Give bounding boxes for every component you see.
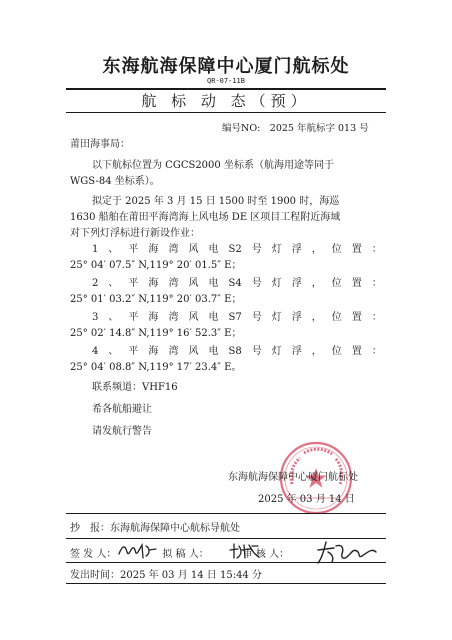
footer-rule-3 <box>66 562 386 563</box>
closing-line-1: 希各航船避让 <box>92 404 152 415</box>
buoy-item-3-token: 浮 <box>291 312 302 323</box>
buoy-item-2-token: 位 <box>331 278 342 289</box>
buoy-item-4-token: 海 <box>148 346 159 357</box>
drafter-label: 拟 稿 人： <box>162 549 209 560</box>
buoy-item-4-token: 、 <box>108 346 119 357</box>
buoy-item-3-token: 、 <box>108 312 119 323</box>
buoy-item-1-token: 灯 <box>271 244 282 255</box>
buoy-item-4-token: ， <box>311 346 322 357</box>
buoy-item-3-token: 湾 <box>168 312 179 323</box>
buoy-item-2-token: ： <box>371 278 382 289</box>
radio-channel: 联系频道：VHF16 <box>92 382 178 393</box>
issuer-signature <box>116 540 160 562</box>
buoy-item-3-token: 风 <box>188 312 199 323</box>
paragraph-2-line-1: 拟定于 2025 年 3 月 15 日 1500 时至 1900 时，海巡 <box>92 196 340 207</box>
buoy-item-4-token: 置 <box>351 346 362 357</box>
buoy-item-1-token: 海 <box>148 244 159 255</box>
buoy-item-3-token: 平 <box>128 312 139 323</box>
buoy-item-3-token: 海 <box>148 312 159 323</box>
buoy-item-4-token: 灯 <box>271 346 282 357</box>
buoy-item-1-token: 置 <box>351 244 362 255</box>
issue-time: 发出时间：2025 年 03 月 14 日 15:44 分 <box>70 570 262 581</box>
cc-recipients: 抄 报：东海航海保障中心航标导航处 <box>70 523 240 534</box>
buoy-item-4-token: ： <box>371 346 382 357</box>
buoy-item-4-token: S8 <box>228 346 242 357</box>
buoy-item-2-token: 浮 <box>291 278 302 289</box>
buoy-item-1-token: 湾 <box>168 244 179 255</box>
buoy-item-4-token: 平 <box>128 346 139 357</box>
buoy-item-1-token: S2 <box>228 244 242 255</box>
buoy-item-1-token: 号 <box>251 244 262 255</box>
buoy-item-1-coords: 25° 04′ 07.5″ N,119° 20′ 01.5″ E； <box>70 260 242 271</box>
buoy-item-2-token: 号 <box>251 278 262 289</box>
buoy-item-3-token: S7 <box>228 312 242 323</box>
org-title: 东海航海保障中心厦门航标处 <box>102 56 350 77</box>
paragraph-2-line-2: 1630 船舶在莆田平海湾海上风电场 DE 区项目工程附近海域 <box>70 212 341 223</box>
reviewer-label: 审 核 人： <box>242 549 290 560</box>
buoy-item-1-token: 、 <box>108 244 119 255</box>
buoy-item-2-coords: 25° 01′ 03.2″ N,119° 20′ 03.7″ E； <box>70 294 242 305</box>
buoy-item-3 <box>92 310 382 326</box>
buoy-item-1-token: 1 <box>92 244 99 255</box>
buoy-item-2-token: 、 <box>108 278 119 289</box>
buoy-item-2-token: ， <box>311 278 322 289</box>
doc-type-title: 航 标 动 态（预） <box>141 92 311 110</box>
buoy-item-2 <box>92 276 382 292</box>
signing-date: 2025 年 03 月 14 日 <box>258 494 355 505</box>
paragraph-2-line-3: 对下列灯浮标进行新设作业： <box>70 228 200 239</box>
drafter-signature <box>228 540 262 562</box>
buoy-item-3-token: 电 <box>208 312 219 323</box>
buoy-item-1-token: 浮 <box>291 244 302 255</box>
buoy-item-4-token: 湾 <box>168 346 179 357</box>
footer-rule-1 <box>66 513 386 514</box>
buoy-item-3-token: 号 <box>251 312 262 323</box>
closing-line-2: 请发航行警告 <box>92 426 152 437</box>
issuer-label: 签 发 人： <box>70 549 117 560</box>
buoy-item-4-token: 电 <box>208 346 219 357</box>
buoy-item-2-token: 灯 <box>271 278 282 289</box>
buoy-item-2-token: S4 <box>228 278 242 289</box>
buoy-item-1-token: 平 <box>128 244 139 255</box>
buoy-item-3-coords: 25° 02′ 14.8″ N,119° 16′ 52.3″ E； <box>70 328 242 339</box>
buoy-item-1-token: 位 <box>331 244 342 255</box>
buoy-item-2-token: 2 <box>92 278 99 289</box>
buoy-item-3-token: 灯 <box>271 312 282 323</box>
buoy-item-3-token: ， <box>311 312 322 323</box>
greeting: 莆田海事局： <box>70 139 130 150</box>
buoy-item-2-token: 平 <box>128 278 139 289</box>
buoy-item-4-token: 位 <box>331 346 342 357</box>
buoy-item-1-token: ： <box>371 244 382 255</box>
buoy-item-4-token: 号 <box>251 346 262 357</box>
buoy-item-4-token: 浮 <box>291 346 302 357</box>
paragraph-1-line-2: WGS-84 坐标系）。 <box>70 176 160 187</box>
buoy-item-2-token: 湾 <box>168 278 179 289</box>
paragraph-1-line-1: 以下航标位置为 CGCS2000 坐标系（航海用途等同于 <box>92 160 334 171</box>
doc-code: QR-07-11B <box>207 77 245 85</box>
buoy-item-1-token: 电 <box>208 244 219 255</box>
buoy-item-3-token: 位 <box>331 312 342 323</box>
buoy-item-3-token: 置 <box>351 312 362 323</box>
doc-number: 编号NO: 2025 年航标字 013 号 <box>222 123 369 134</box>
footer-rule-4 <box>66 583 386 584</box>
buoy-item-4-token: 风 <box>188 346 199 357</box>
buoy-item-4-coords: 25° 04′ 08.8″ N,119° 17′ 23.4″ E。 <box>70 362 242 373</box>
buoy-item-2-token: 风 <box>188 278 199 289</box>
buoy-item-4-token: 4 <box>92 346 99 357</box>
buoy-item-2-token: 海 <box>148 278 159 289</box>
signing-organization: 东海航海保障中心厦门航标处 <box>228 472 358 483</box>
buoy-item-1-token: 风 <box>188 244 199 255</box>
buoy-item-2-token: 电 <box>208 278 219 289</box>
buoy-item-1-token: ， <box>311 244 322 255</box>
buoy-item-3-token: ： <box>371 312 382 323</box>
buoy-item-3-token: 3 <box>92 312 99 323</box>
buoy-item-1 <box>92 242 382 258</box>
buoy-item-2-token: 置 <box>351 278 362 289</box>
header-rule-thin <box>66 112 386 113</box>
buoy-item-4 <box>92 344 382 360</box>
